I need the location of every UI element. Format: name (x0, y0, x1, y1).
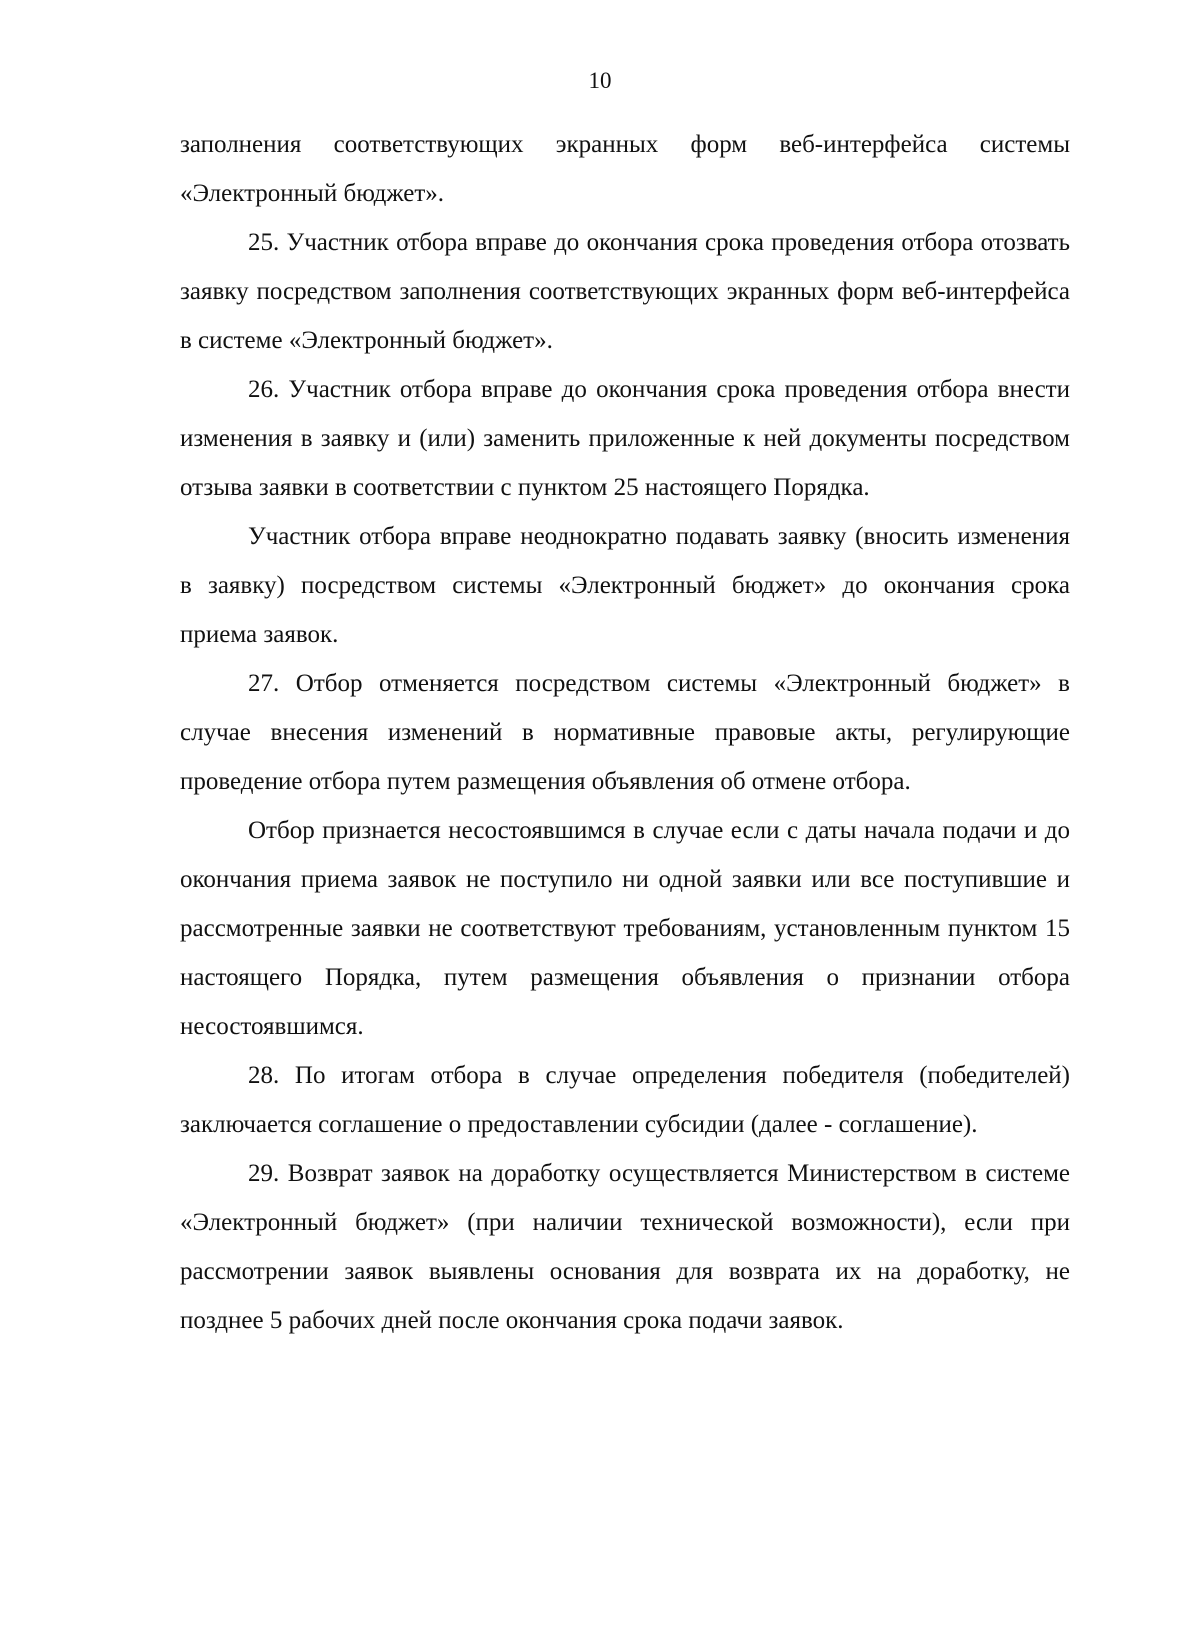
paragraph-clause-29: 29. Возврат заявок на доработку осуществляется Министерством в системе «Электронный бюджет» (при наличии технической возможности), если при рассмотрении заявок выявлены основания для возврата их на доработку, не позднее 5 рабочих дней после окончания срока подачи заявок. (180, 1160, 1070, 1334)
document-body (180, 120, 1070, 1345)
paragraph-clause-27: 27. Отбор отменяется посредством системы «Электронный бюджет» в случае внесения изменений в нормативные правовые акты, регулирующие проведение отбора путем размещения объявления об отмене отбора. (180, 670, 1070, 795)
paragraph-clause-25: 25. Участник отбора вправе до окончания срока проведения отбора отозвать заявку посредством заполнения соответствующих экранных форм веб-интерфейса в системе «Электронный бюджет». (180, 229, 1070, 354)
paragraph-clause-26-repeat-submission: Участник отбора вправе неоднократно подавать заявку (вносить изменения в заявку) посредством системы «Электронный бюджет» до окончания срока приема заявок. (180, 523, 1070, 648)
paragraph-clause-27-failed-selection: Отбор признается несостоявшимся в случае если с даты начала подачи и до окончания приема заявок не поступило ни одной заявки или все поступившие и рассмотренные заявки не соответствуют требованиям, установленным пунктом 15 настоящего Порядка, путем размещения объявления о признании отбора несостоявшимся. (180, 817, 1070, 1040)
paragraph-clause-26: 26. Участник отбора вправе до окончания срока проведения отбора внести изменения в заявку и (или) заменить приложенные к ней документы посредством отзыва заявки в соответствии с пунктом 25 настоящего Порядка. (180, 376, 1070, 501)
page-number: 10 (588, 68, 612, 93)
paragraph-continuation: заполнения соответствующих экранных форм веб-интерфейса системы «Электронный бюджет». (180, 131, 1070, 207)
paragraph-clause-28: 28. По итогам отбора в случае определения победителя (победителей) заключается соглашение о предоставлении субсидии (далее - соглашение). (180, 1062, 1070, 1138)
